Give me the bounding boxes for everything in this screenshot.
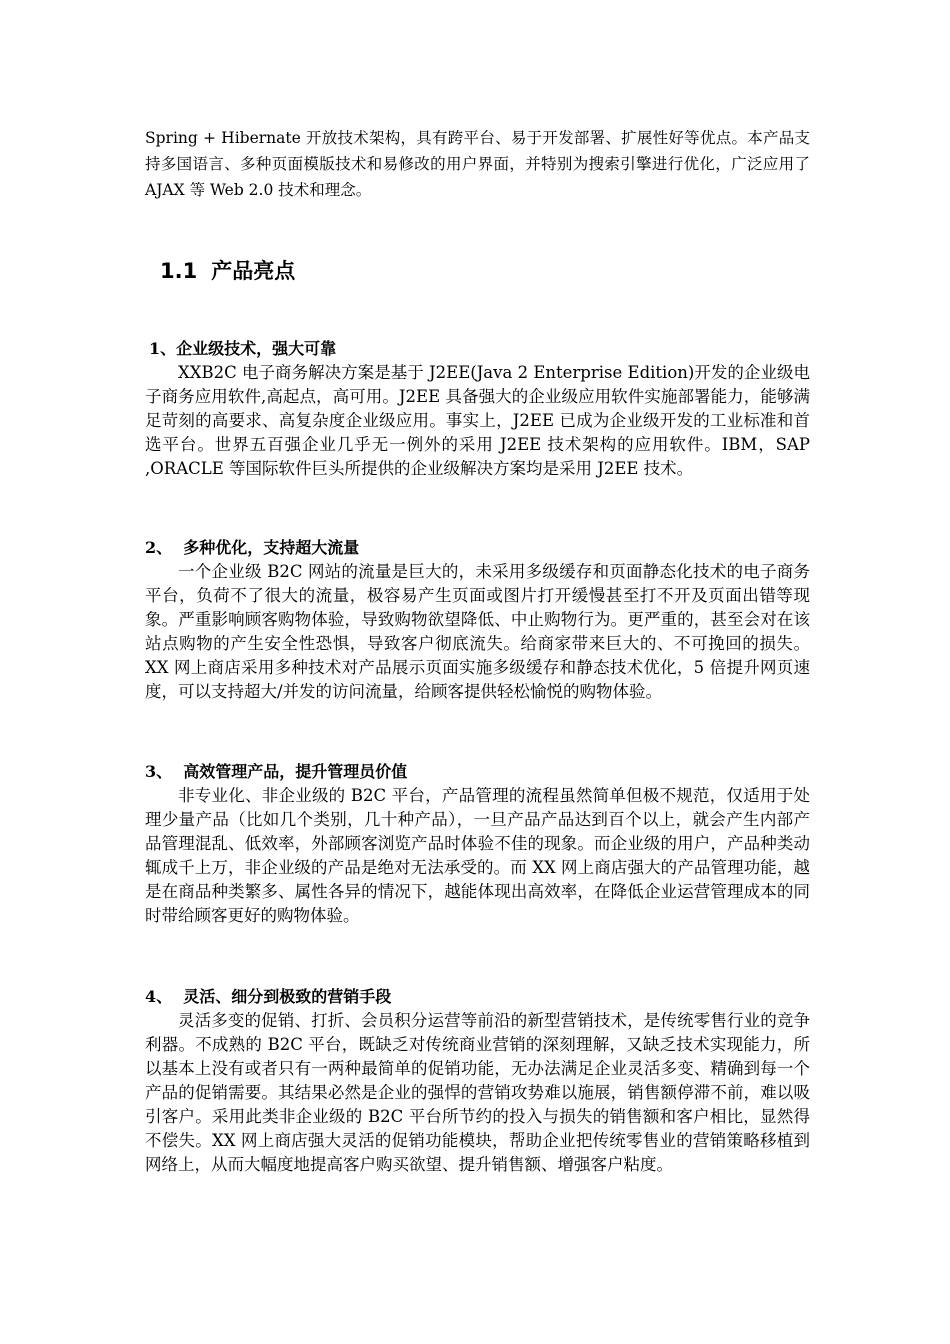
highlight-body: 一个企业级 B2C 网站的流量是巨大的，未采用多级缓存和页面静态化技术的电子商务平台，负荷不了很大的流量，极容易产生页面或图片打开缓慢甚至打不开及页面出错等现象。严重影响顾客购物体验，导致购物欲望降低、中止购物行为。更严重的，甚至会对在该站点购物的产生安全性恐惧，导致客户彻底流失。给商家带来巨大的、不可挽回的损失。XX 网上商店采用多种技术对产品展示页面实施多级缓存和静态技术优化，5 倍提升网页速度，可以支持超大/并发的访问流量，给顾客提供轻松愉悦的购物体验。: [145, 562, 810, 701]
highlight-title-text: 灵活、细分到极致的营销手段: [183, 987, 392, 1006]
section-heading: [160, 255, 295, 287]
highlight-title: [145, 337, 810, 361]
highlight-section-1: [145, 337, 810, 481]
highlight-number: 1、: [149, 339, 177, 358]
highlight-title-text: 高效管理产品，提升管理员价值: [183, 762, 408, 781]
highlight-title-text: 多种优化，支持超大流量: [183, 538, 360, 557]
highlight-body: 灵活多变的促销、打折、会员积分运营等前沿的新型营销技术，是传统零售行业的竞争利器。不成熟的 B2C 平台，既缺乏对传统商业营销的深刻理解，又缺乏技术实现能力，所以基本上没有或者只有一两种最简单的促销功能，无办法满足企业灵活多变、精确到每一个产品的促销需要。其结果必然是企业的强悍的营销攻势难以施展，销售额停滞不前，难以吸引客户。采用此类非企业级的 B2C 平台所节约的投入与损失的销售额和客户相比，显然得不偿失。XX 网上商店强大灵活的促销功能模块，帮助企业把传统零售业的营销策略移植到网络上，从而大幅度地提高客户购买欲望、提升销售额、增强客户粘度。: [145, 1011, 810, 1174]
highlight-number: 4、: [145, 987, 173, 1006]
highlight-title-text: 企业级技术，强大可靠: [176, 339, 337, 358]
intro-paragraph: Spring + Hibernate 开放技术架构，具有跨平台、易于开发部署、扩展性好等优点。本产品支持多国语言、多种页面模版技术和易修改的用户界面，并特别为搜索引擎进行优化，广泛应用了 AJAX 等 Web 2.0 技术和理念。: [145, 129, 810, 199]
highlight-body: XXB2C 电子商务解决方案是基于 J2EE(Java 2 Enterprise Edition)开发的企业级电子商务应用软件,高起点，高可用。J2EE 具备强大的企业级应用软件实施部署能力，能够满足苛刻的高要求、高复杂度企业级应用。事实上，J2EE 已成为企业级开发的工业标准和首选平台。世界五百强企业几乎无一例外的采用 J2EE 技术架构的应用软件。IBM，SAP ,ORACLE 等国际软件巨头所提供的企业级解决方案均是采用 J2EE 技术。: [145, 363, 810, 478]
heading-title: 产品亮点: [211, 259, 296, 283]
highlight-section-4: [145, 985, 810, 1177]
heading-number: 1.1: [160, 259, 198, 283]
highlight-title: [145, 985, 810, 1009]
highlight-body: 非专业化、非企业级的 B2C 平台，产品管理的流程虽然简单但极不规范，仅适用于处理少量产品（比如几个类别，几十种产品），一旦产品产品达到百个以上，就会产生内部产品管理混乱、低效率，外部顾客浏览产品时体验不佳的现象。而企业级的用户，产品种类动辄成千上万，非企业级的产品是绝对无法承受的。而 XX 网上商店强大的产品管理功能，越是在商品种类繁多、属性各异的情况下，越能体现出高效率，在降低企业运营管理成本的同时带给顾客更好的购物体验。: [145, 786, 810, 925]
highlight-section-2: [145, 536, 810, 704]
highlight-number: 2、: [145, 538, 173, 557]
highlight-number: 3、: [145, 762, 173, 781]
highlight-title: [145, 760, 810, 784]
highlight-section-3: [145, 760, 810, 928]
highlight-title: [145, 536, 810, 560]
